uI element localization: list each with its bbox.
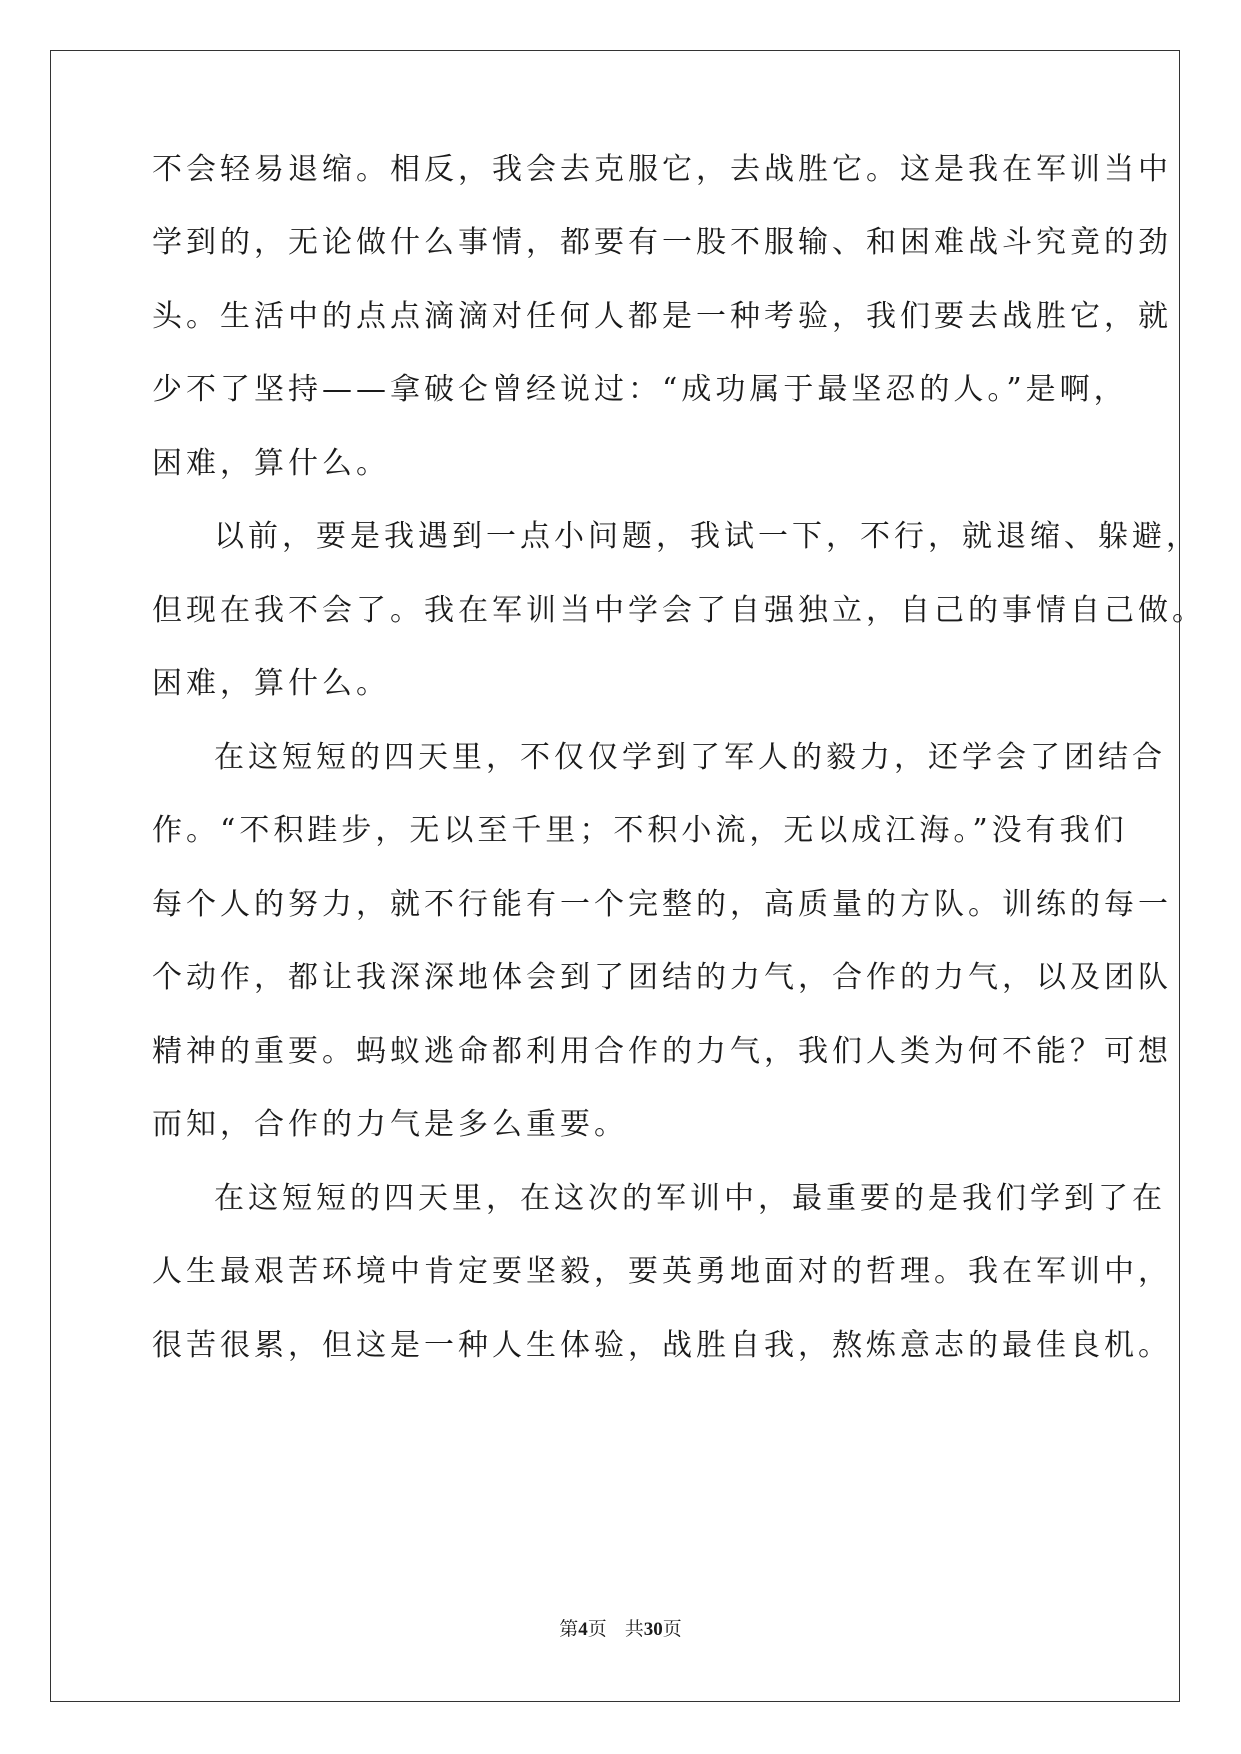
text-line: 而知，合作的力气是多么重要。	[152, 1107, 628, 1142]
footer-total-prefix: 共	[624, 1618, 644, 1640]
footer-total-unit: 页	[662, 1618, 682, 1640]
page-number-footer	[0, 1617, 1241, 1642]
text-line: 人生最艰苦环境中肯定要坚毅，要英勇地面对的哲理。我在军训中，	[152, 1254, 1172, 1289]
text-line: 困难，算什么。	[152, 446, 390, 481]
text-line: 不会轻易退缩。相反，我会去克服它，去战胜它。这是我在军训当中	[152, 152, 1172, 187]
text-line: 每个人的努力，就不行能有一个完整的，高质量的方队。训练的每一	[152, 887, 1172, 922]
text-line: 作。“不积跬步，无以至千里；不积小流，无以成江海。”没有我们	[152, 813, 1128, 848]
text-line: 很苦很累，但这是一种人生体验，战胜自我，熬炼意志的最佳良机。	[152, 1328, 1172, 1363]
total-page-count: 30	[643, 1619, 663, 1640]
text-line: 学到的，无论做什么事情，都要有一股不服输、和困难战斗究竟的劲	[152, 225, 1172, 260]
current-page-number: 4	[578, 1619, 588, 1640]
text-line: 少不了坚持——拿破仑曾经说过：“成功属于最坚忍的人。”是啊，	[152, 372, 1128, 407]
text-line: 个动作，都让我深深地体会到了团结的力气，合作的力气，以及团队	[152, 960, 1172, 995]
footer-prefix: 第	[559, 1618, 579, 1640]
text-line: 但现在我不会了。我在军训当中学会了自强独立，自己的事情自己做。	[152, 593, 1206, 628]
text-line: 精神的重要。蚂蚁逃命都利用合作的力气，我们人类为何不能？可想	[152, 1034, 1172, 1069]
text-line: 困难，算什么。	[152, 666, 390, 701]
text-line: 头。生活中的点点滴滴对任何人都是一种考验，我们要去战胜它，就	[152, 299, 1172, 334]
paragraph-first-line: 在这短短的四天里，在这次的军训中，最重要的是我们学到了在	[214, 1181, 1166, 1216]
paragraph-first-line: 以前，要是我遇到一点小问题，我试一下，不行，就退缩、躲避，	[214, 519, 1200, 554]
paragraph-first-line: 在这短短的四天里，不仅仅学到了军人的毅力，还学会了团结合	[214, 740, 1166, 775]
footer-page-unit: 页	[587, 1618, 607, 1640]
